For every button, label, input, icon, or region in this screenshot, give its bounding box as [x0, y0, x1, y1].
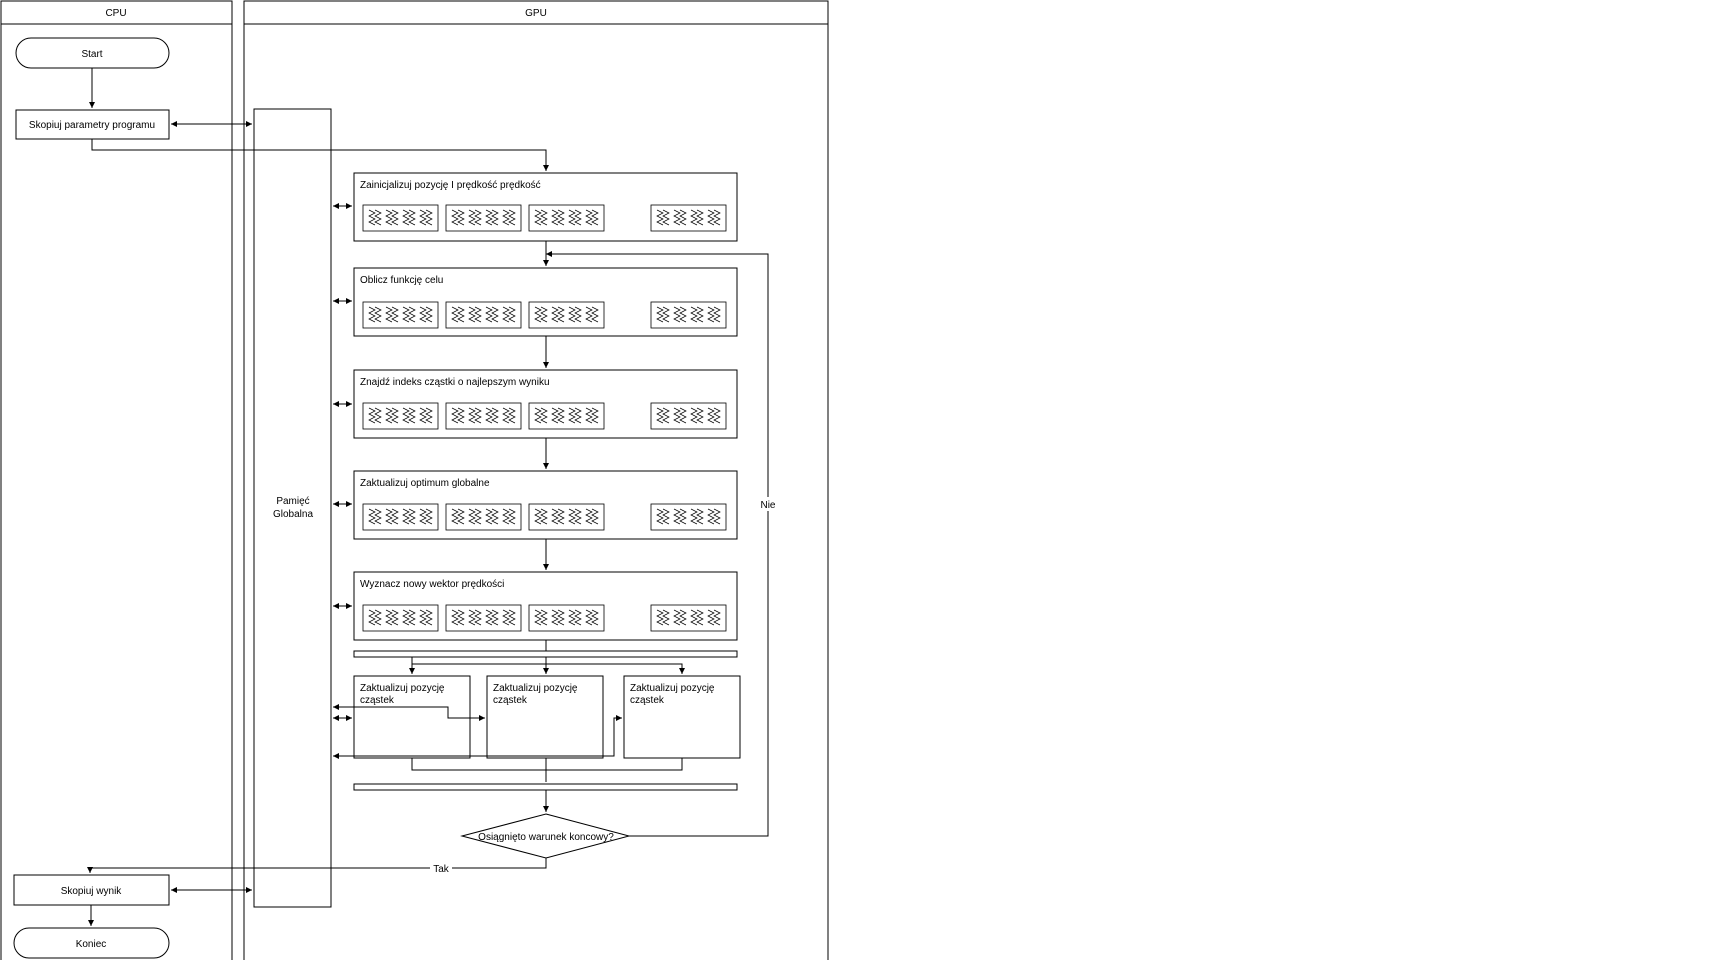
global-memory-line1: Pamięć — [276, 496, 310, 507]
cpu-lane — [1, 1, 232, 960]
kernel-init-label: Zainicjalizuj pozycję I prędkość prędkość — [360, 180, 541, 191]
thread-block-icon — [363, 605, 438, 631]
cpu-lane-title: CPU — [105, 8, 127, 19]
yes-label: Tak — [433, 864, 449, 875]
gpu-lane-title: GPU — [525, 8, 547, 19]
thread-block-icon — [363, 403, 438, 429]
thread-block-icon — [529, 403, 604, 429]
sub-kernel-1-line2: cząstek — [360, 695, 394, 706]
fork-bar — [354, 651, 737, 657]
join-bar — [354, 784, 737, 790]
thread-block-icon — [446, 205, 521, 231]
thread-block-icon — [446, 605, 521, 631]
sub-kernel-3-line1: Zaktualizuj pozycję — [630, 683, 715, 694]
thread-block-icon — [651, 403, 726, 429]
sub-kernel-2-line2: cząstek — [493, 695, 527, 706]
copy-result-process — [14, 875, 169, 905]
thread-block-icon — [363, 504, 438, 530]
copy-params-process — [16, 110, 169, 139]
thread-block-icon — [529, 302, 604, 328]
thread-block-icon — [651, 302, 726, 328]
sub-kernel-2-line1: Zaktualizuj pozycję — [493, 683, 578, 694]
thread-block-icon — [363, 302, 438, 328]
thread-block-icon — [446, 302, 521, 328]
start-label: Start — [81, 49, 103, 60]
start-terminal — [16, 38, 169, 68]
copy-result-label: Skopiuj wynik — [60, 886, 122, 897]
kernel-best-index-label: Znajdź indeks cząstki o najlepszym wyniku — [360, 377, 550, 388]
no-label: Nie — [760, 500, 776, 511]
sub-kernel-1-line1: Zaktualizuj pozycję — [360, 683, 445, 694]
sub-kernel-3 — [624, 676, 740, 758]
kernel-velocity-label: Wyznacz nowy wektor prędkości — [360, 579, 505, 590]
sub-kernel-2 — [487, 676, 603, 758]
global-memory-line2: Globalna — [272, 509, 314, 520]
decision-label: Osiągnięto warunek koncowy? — [478, 832, 614, 843]
thread-block-icon — [529, 504, 604, 530]
thread-block-icon — [651, 504, 726, 530]
copy-params-label: Skopiuj parametry programu — [28, 120, 156, 131]
sub-kernel-3-line2: cząstek — [630, 695, 664, 706]
thread-block-icon — [363, 205, 438, 231]
sub-kernel-1 — [354, 676, 470, 758]
thread-block-icon — [446, 504, 521, 530]
kernel-global-opt-label: Zaktualizuj optimum globalne — [360, 478, 490, 489]
kernel-objective-label: Oblicz funkcję celu — [360, 275, 444, 286]
global-memory — [254, 109, 331, 907]
thread-block-icon — [529, 605, 604, 631]
end-label: Koniec — [75, 939, 107, 950]
thread-block-icon — [529, 205, 604, 231]
thread-block-icon — [651, 605, 726, 631]
end-terminal — [14, 928, 169, 958]
thread-block-icon — [651, 205, 726, 231]
thread-block-icon — [446, 403, 521, 429]
